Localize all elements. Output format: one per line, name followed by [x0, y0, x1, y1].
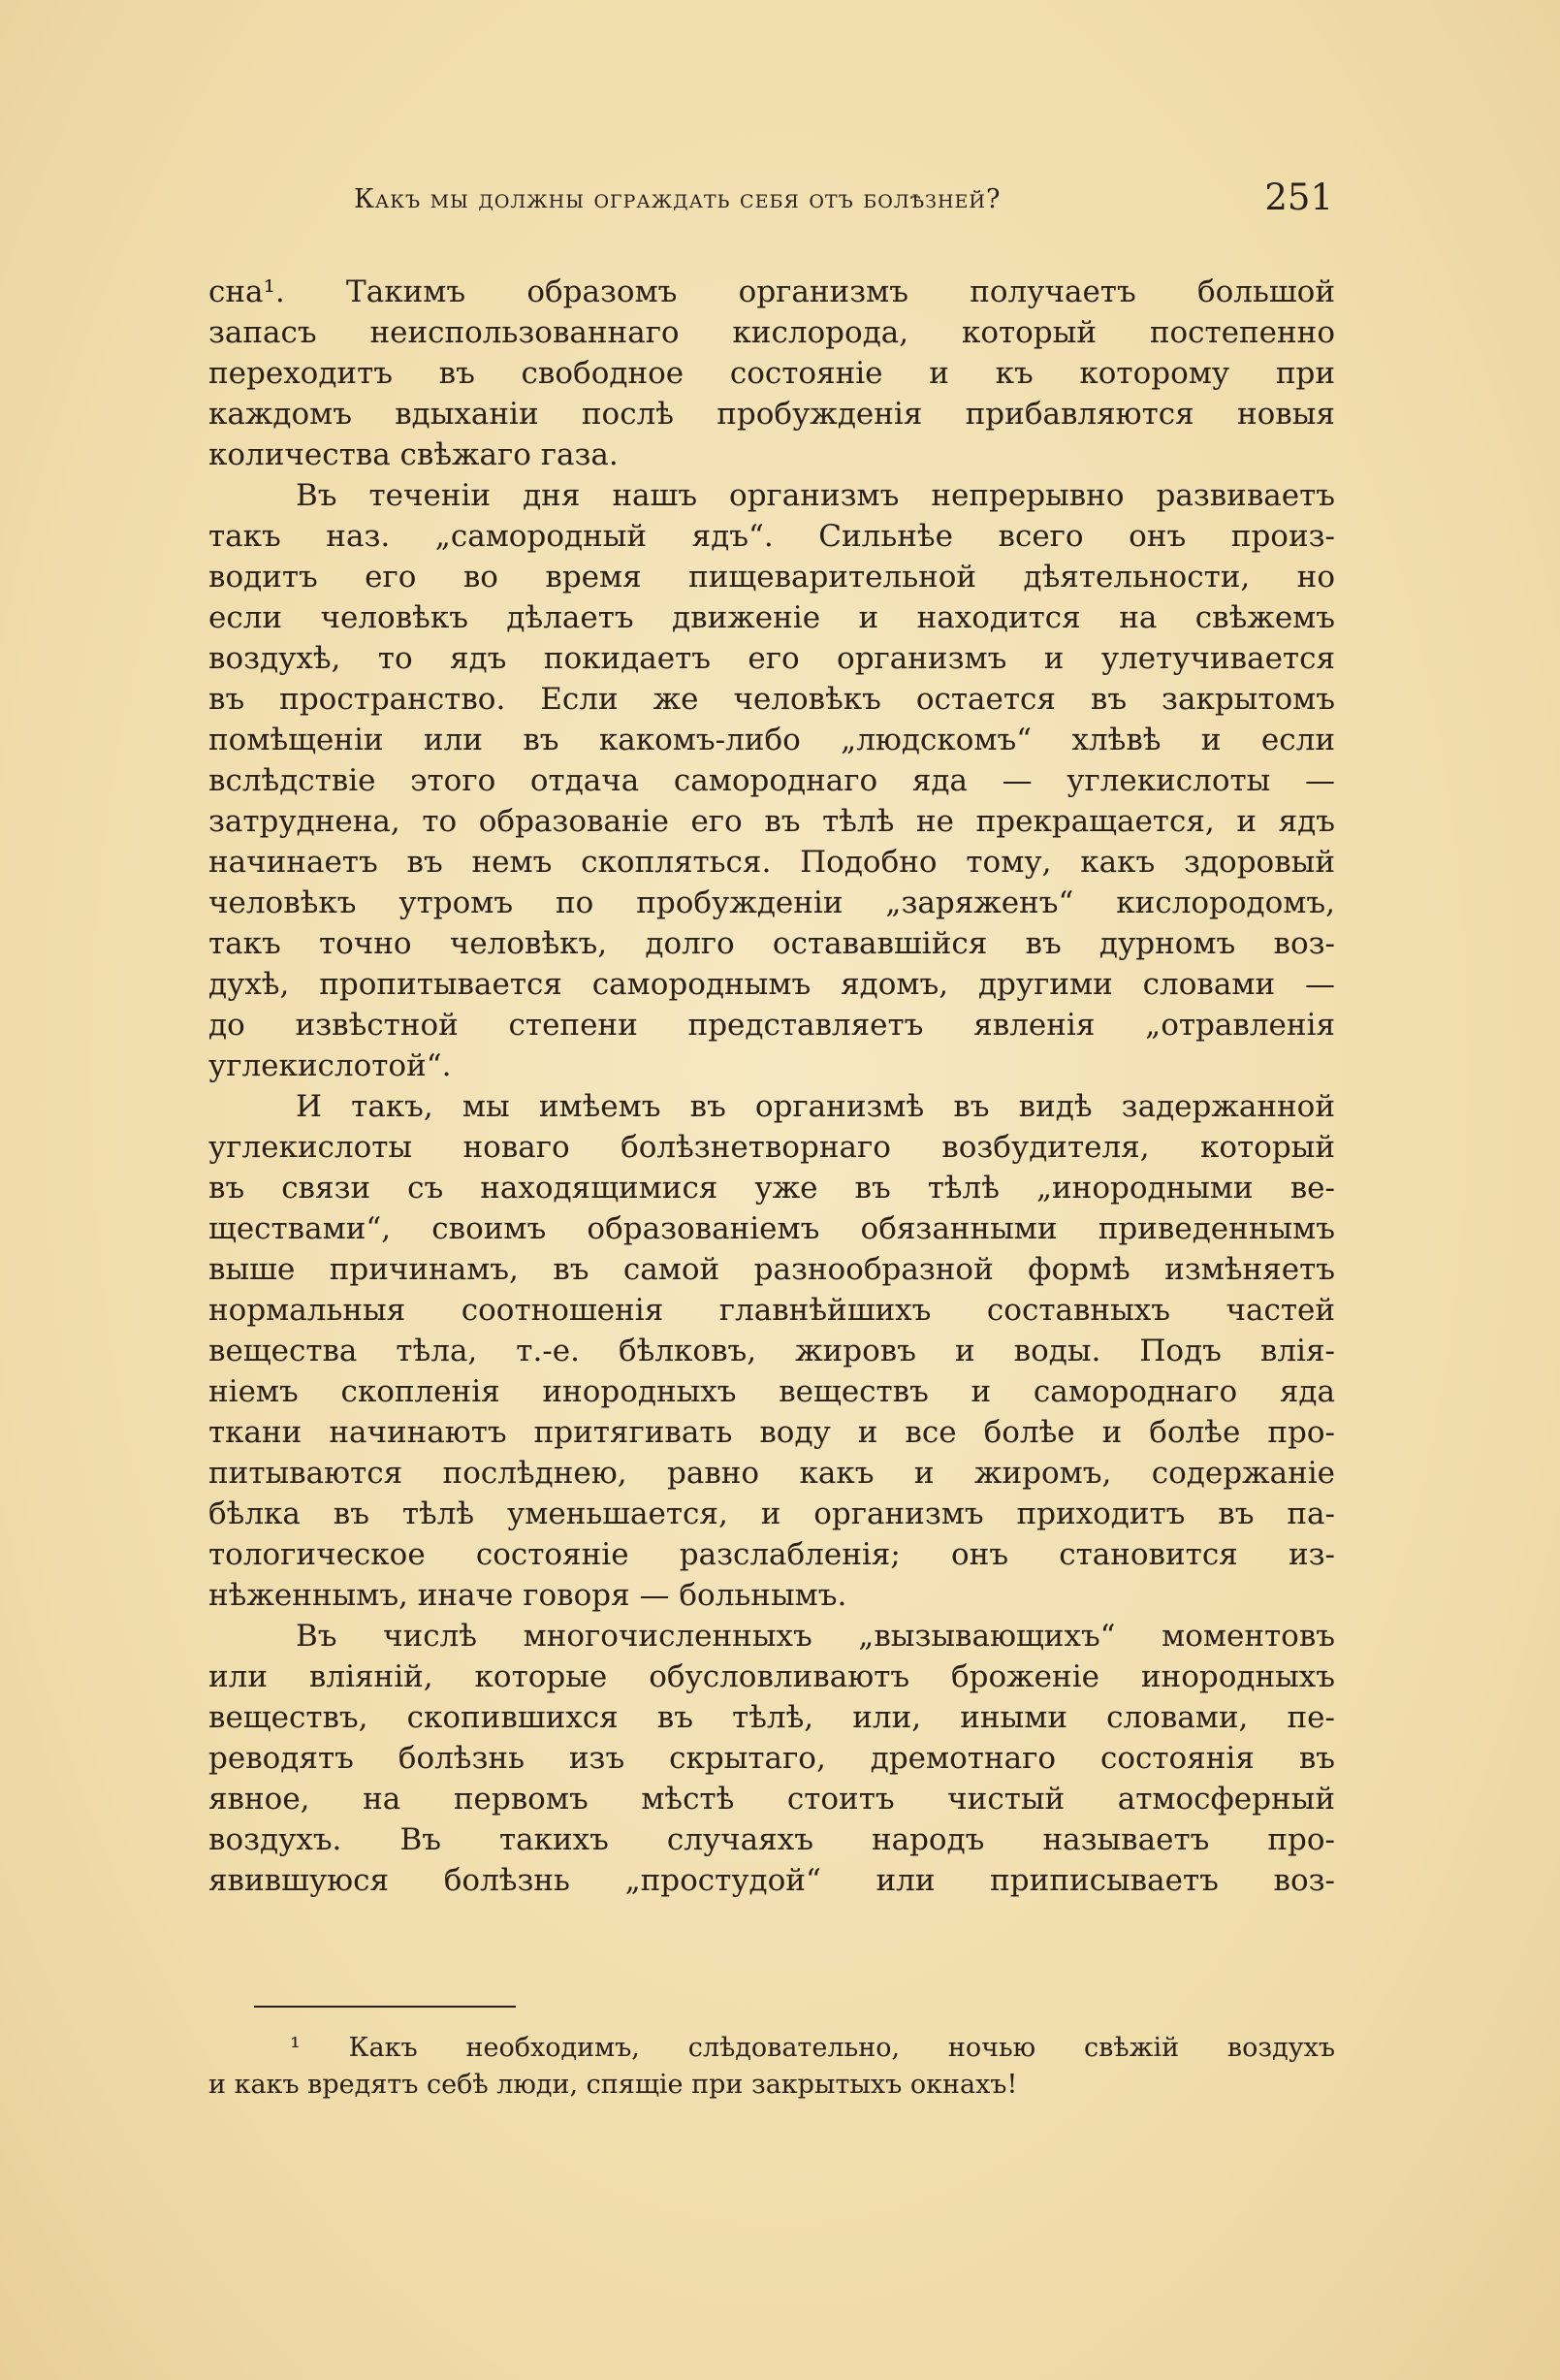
footnote-line: и какъ вредятъ себѣ люди, спящіе при закрытыхъ окнахъ! [208, 2070, 1018, 2100]
text-line: выше причинамъ, въ самой разнообразной формѣ измѣняетъ [208, 1252, 1335, 1287]
text-line: человѣкъ утромъ по пробужденіи „заряженъ“ кислородомъ, [208, 885, 1335, 920]
text-line: бѣлка въ тѣлѣ уменьшается, и организмъ приходитъ въ па- [208, 1496, 1335, 1531]
text-line: до извѣстной степени представляетъ явленія „отравленія [208, 1008, 1335, 1043]
text-line: И такъ, мы имѣемъ въ организмѣ въ видѣ задержанной [296, 1089, 1335, 1124]
text-line: вещества тѣла, т.-е. бѣлковъ, жировъ и воды. Подъ влія- [208, 1334, 1335, 1368]
footnote-line: ¹ Какъ необходимъ, слѣдовательно, ночью свѣжій воздухъ [290, 2033, 1335, 2063]
text-line: каждомъ вдыханіи послѣ пробужденія прибавляются новыя [208, 397, 1335, 432]
text-line: ткани начинаютъ притягивать воду и все болѣе и болѣе про- [208, 1415, 1335, 1450]
running-title: Какъ мы должны ограждать себя отъ болѣзней? [354, 184, 1002, 214]
text-line: начинаетъ въ немъ скопляться. Подобно тому, какъ здоровый [208, 845, 1335, 880]
text-line: если человѣкъ дѣлаетъ движеніе и находится на свѣжемъ [208, 600, 1335, 635]
text-line: запасъ неиспользованнаго кислорода, который постепенно [208, 315, 1335, 350]
text-line: питываются послѣднею, равно какъ и жиромъ, содержаніе [208, 1456, 1335, 1491]
text-line: нѣженнымъ, иначе говоря — больнымъ. [208, 1578, 847, 1613]
text-line: такъ точно человѣкъ, долго остававшійся въ дурномъ воз- [208, 926, 1335, 961]
text-line: такъ наз. „самородный ядъ“. Сильнѣе всего онъ произ- [208, 519, 1335, 554]
footnote-divider [254, 2006, 516, 2008]
text-line: Въ числѣ многочисленныхъ „вызывающихъ“ моментовъ [296, 1619, 1335, 1654]
text-line: водитъ его во время пищеварительной дѣятельности, но [208, 560, 1335, 595]
text-line: переходитъ въ свободное состояніе и къ которому при [208, 356, 1335, 391]
page-number: 251 [1264, 177, 1333, 218]
text-line: помѣщеніи или въ какомъ-либо „людскомъ“ хлѣвѣ и если [208, 723, 1335, 757]
text-line: ществами“, своимъ образованіемъ обязанными приведеннымъ [208, 1211, 1335, 1246]
text-line: Въ теченіи дня нашъ организмъ непрерывно развиваетъ [296, 478, 1335, 513]
body-text [208, 272, 1335, 1901]
text-line: веществъ, скопившихся въ тѣлѣ, или, иными словами, пе- [208, 1700, 1335, 1735]
text-line: въ связи съ находящимися уже въ тѣлѣ „инородными ве- [208, 1171, 1335, 1206]
text-line: воздухѣ, то ядъ покидаетъ его организмъ и улетучивается [208, 641, 1335, 676]
text-line: воздухъ. Въ такихъ случаяхъ народъ называетъ про- [208, 1822, 1335, 1857]
text-line: углекислоты новаго болѣзнетворнаго возбудителя, который [208, 1130, 1335, 1165]
footnote [208, 2030, 1335, 2104]
text-line: вслѣдствіе этого отдача самороднаго яда — углекислоты — [208, 763, 1335, 798]
text-line: духѣ, пропитывается самороднымъ ядомъ, другими словами — [208, 967, 1335, 1002]
page-header [354, 177, 1333, 233]
text-line: сна¹. Такимъ образомъ организмъ получаетъ большой [208, 274, 1335, 309]
text-line: явное, на первомъ мѣстѣ стоитъ чистый атмосферный [208, 1782, 1335, 1817]
text-line: реводятъ болѣзнь изъ скрытаго, дремотнаго состоянія въ [208, 1741, 1335, 1776]
text-line: углекислотой“. [208, 1048, 452, 1083]
text-line: затруднена, то образованіе его въ тѣлѣ не прекращается, и ядъ [208, 804, 1335, 839]
text-line: или вліяній, которые обусловливаютъ броженіе инородныхъ [208, 1659, 1335, 1694]
text-line: тологическое состояніе разслабленія; онъ становится из- [208, 1537, 1335, 1572]
text-line: явившуюся болѣзнь „простудой“ или приписываетъ воз- [208, 1863, 1335, 1898]
text-line: нормальныя соотношенія главнѣйшихъ составныхъ частей [208, 1293, 1335, 1328]
text-line: количества свѣжаго газа. [208, 437, 619, 472]
text-line: въ пространство. Если же человѣкъ остается въ закрытомъ [208, 682, 1335, 717]
text-line: ніемъ скопленія инородныхъ веществъ и самороднаго яда [208, 1374, 1335, 1409]
